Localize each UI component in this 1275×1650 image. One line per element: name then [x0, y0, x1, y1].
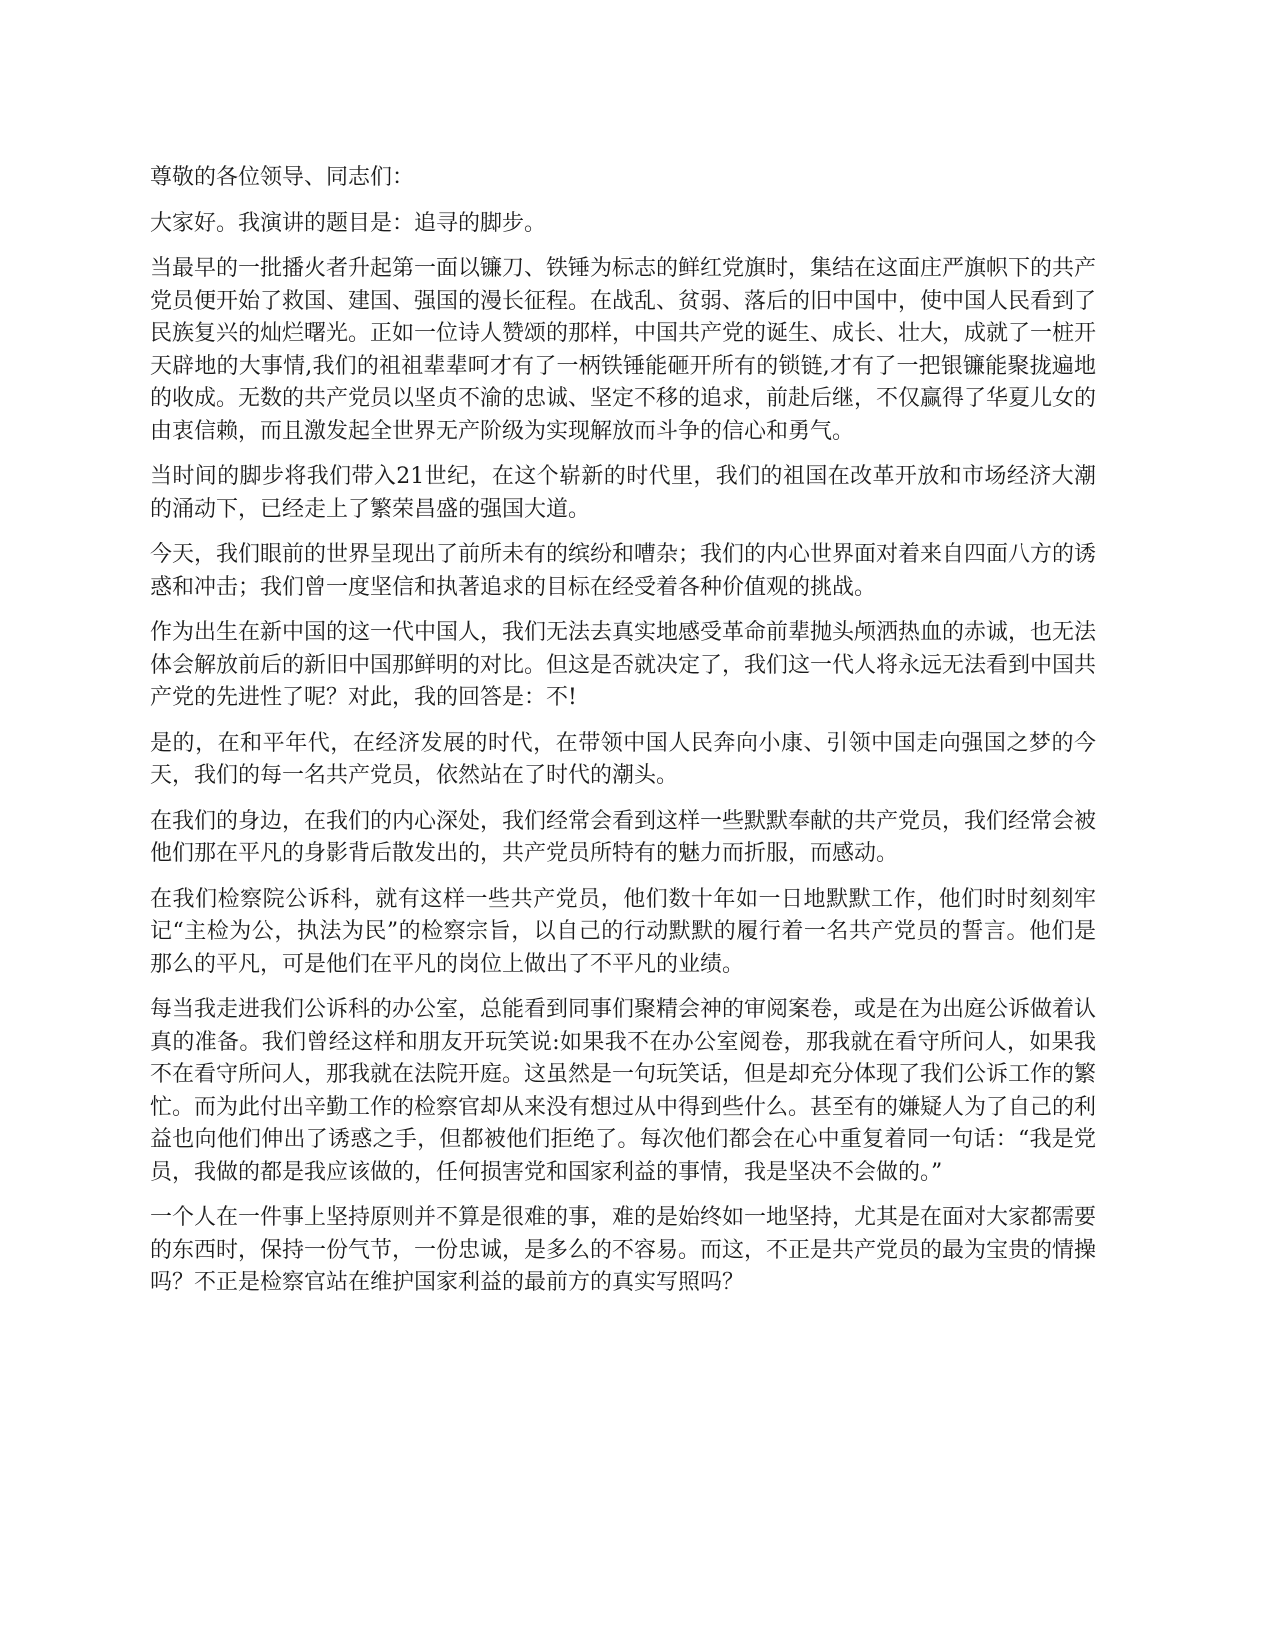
paragraph: 今天，我们眼前的世界呈现出了前所未有的缤纷和嘈杂；我们的内心世界面对着来自四面八方的诱惑和冲击；我们曾一度坚信和执著追求的目标在经受着各种价值观的挑战。: [150, 542, 1097, 600]
salutation: 尊敬的各位领导、同志们：: [150, 165, 415, 190]
paragraph: 作为出生在新中国的这一代中国人，我们无法去真实地感受革命前辈抛头颅洒热血的赤诚，也无法体会解放前后的新旧中国那鲜明的对比。但这是否就决定了，我们这一代人将永远无法看到中国共产党的先进性了呢？对此，我的回答是：不!: [150, 620, 1097, 710]
paragraph: 在我们检察院公诉科，就有这样一些共产党员，他们数十年如一日地默默工作，他们时时刻刻牢记“主检为公，执法为民”的检察宗旨，以自己的行动默默的履行着一名共产党员的誓言。他们是那么的平凡，可是他们在平凡的岗位上做出了不平凡的业绩。: [150, 886, 1096, 977]
paragraph: 当最早的一批播火者升起第一面以镰刀、铁锤为标志的鲜红党旗时，集结在这面庄严旗帜下的共产党员便开始了救国、建国、强国的漫长征程。在战乱、贫弱、落后的旧中国中，使中国人民看到了民族复兴的灿烂曙光。正如一位诗人赞颂的那样，中国共产党的诞生、成长、壮大，成就了一桩开天辟地的大事情,我们的祖祖辈辈呵才有了一柄铁锤能砸开所有的锁链,才有了一把银镰能聚拢遍地的收成。无数的共产党员以坚贞不渝的忠诚、坚定不移的追求，前赴后继，不仅赢得了华夏儿女的由衷信赖，而且激发起全世界无产阶级为实现解放而斗争的信心和勇气。: [150, 256, 1097, 444]
paragraph: 当时间的脚步将我们带入21世纪，在这个崭新的时代里，我们的祖国在改革开放和市场经济大潮的涌动下，已经走上了繁荣昌盛的强国大道。: [150, 464, 1096, 522]
document-page: [150, 162, 1096, 1313]
paragraph: 一个人在一件事上坚持原则并不算是很难的事，难的是始终如一地坚持，尤其是在面对大家都需要的东西时，保持一份气节，一份忠诚，是多么的不容易。而这，不正是共产党员的最为宝贵的情操吗？不正是检察官站在维护国家利益的最前方的真实写照吗？: [150, 1205, 1097, 1295]
paragraph: 每当我走进我们公诉科的办公室，总能看到同事们聚精会神的审阅案卷，或是在为出庭公诉做着认真的准备。我们曾经这样和朋友开玩笑说:如果我不在办公室阅卷，那我就在看守所问人，如果我不在看守所问人，那我就在法院开庭。这虽然是一句玩笑话，但是却充分体现了我们公诉工作的繁忙。而为此付出辛勤工作的检察官却从来没有想过从中得到些什么。甚至有的嫌疑人为了自己的利益也向他们伸出了诱惑之手，但都被他们拒绝了。每次他们都会在心中重复着同一句话：“我是党员，我做的都是我应该做的，任何损害党和国家利益的事情，我是坚决不会做的。”: [150, 997, 1097, 1185]
paragraph: 在我们的身边，在我们的内心深处，我们经常会看到这样一些默默奉献的共产党员，我们经常会被他们那在平凡的身影背后散发出的，共产党员所特有的魅力而折服，而感动。: [150, 808, 1097, 866]
paragraph: 是的，在和平年代，在经济发展的时代，在带领中国人民奔向小康、引领中国走向强国之梦的今天，我们的每一名共产党员，依然站在了时代的潮头。: [150, 730, 1096, 788]
speech-title-intro: 大家好。我演讲的题目是：追寻的脚步。: [150, 210, 547, 236]
